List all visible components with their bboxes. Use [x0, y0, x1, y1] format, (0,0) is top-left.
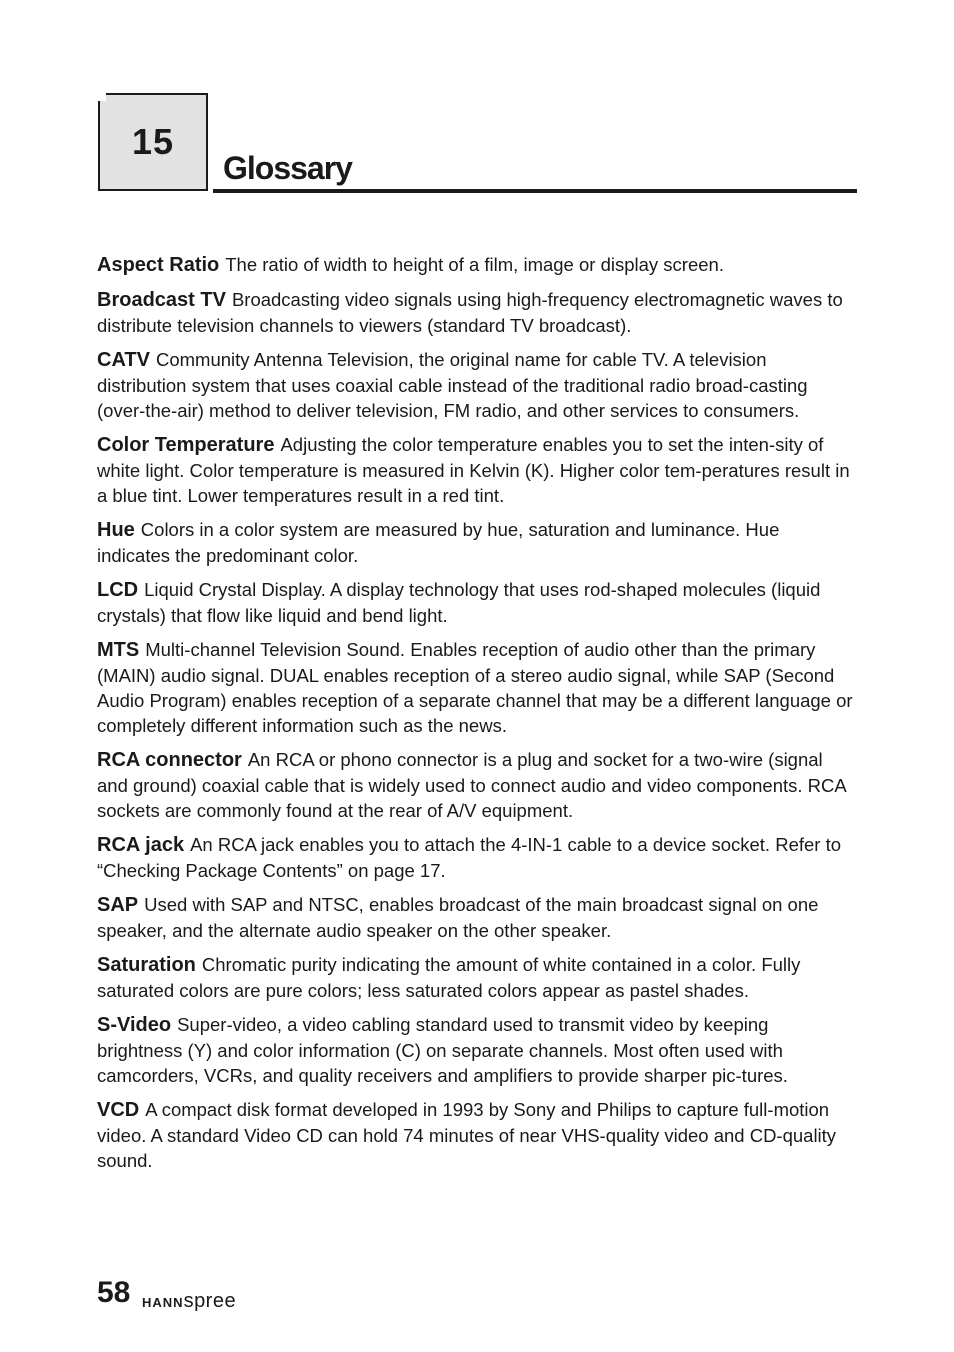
glossary-term: Broadcast TV	[97, 289, 226, 311]
glossary-entry	[97, 952, 857, 1003]
glossary-term: RCA jack	[97, 834, 185, 856]
glossary-definition: Super-video, a video cabling standard used to transmit video by keeping brightness (Y) and color information (C) on separate channels. Most often used with camcorders, VCRs, and quality receivers and amplifiers to provide sharper pic-tures.	[97, 1014, 788, 1086]
brand-logo	[142, 1290, 236, 1313]
glossary-entry	[97, 432, 857, 508]
glossary-entry	[97, 252, 857, 278]
glossary-term: S-Video	[97, 1014, 172, 1036]
glossary-entry	[97, 577, 857, 628]
glossary-entry	[97, 892, 857, 943]
page-number: 58	[97, 1276, 131, 1309]
glossary-term: Aspect Ratio	[97, 254, 220, 276]
chapter-number-box	[98, 93, 208, 191]
glossary-definition: An RCA jack enables you to attach the 4-IN-1 cable to a device socket. Refer to “Checking Package Contents” on page 17.	[97, 834, 842, 881]
glossary-term: Saturation	[97, 954, 196, 976]
glossary-term: Color Temperature	[97, 434, 275, 456]
glossary-list	[97, 252, 857, 1182]
glossary-definition: Liquid Crystal Display. A display technology that uses rod-shaped molecules (liquid crystals) that flow like liquid and bend light.	[97, 579, 821, 626]
glossary-entry	[97, 747, 857, 823]
glossary-definition: Adjusting the color temperature enables you to set the inten-sity of white light. Color temperature is measured in Kelvin (K). Higher color tem-peratures result in a blue tint. Lower temperatures result in a red tint.	[97, 434, 850, 506]
glossary-term: Hue	[97, 519, 135, 541]
title-underline	[213, 189, 857, 193]
brand-logo-bold: HANN	[142, 1295, 184, 1310]
glossary-definition: Used with SAP and NTSC, enables broadcast of the main broadcast signal on one speaker, and the alternate audio speaker on the other speaker.	[97, 894, 819, 941]
glossary-entry	[97, 287, 857, 338]
glossary-entry	[97, 637, 857, 738]
chapter-number: 15	[131, 121, 175, 162]
glossary-term: LCD	[97, 579, 139, 601]
glossary-definition: An RCA or phono connector is a plug and socket for a two-wire (signal and ground) coaxial cable that is widely used to connect audio and video components. RCA sockets are commonly found at the rear of A/V equipment.	[97, 749, 846, 821]
glossary-term: SAP	[97, 894, 139, 916]
page-title: Glossary	[223, 150, 352, 186]
glossary-definition: Broadcasting video signals using high-frequency electromagnetic waves to distribute television channels to viewers (standard TV broadcast).	[97, 289, 843, 336]
glossary-definition: The ratio of width to height of a film, image or display screen.	[225, 254, 724, 275]
glossary-definition: Community Antenna Television, the original name for cable TV. A television distribution system that uses coaxial cable instead of the traditional radio broad-casting (over-the-air) method to deliver television, FM radio, and other services to consumers.	[97, 349, 808, 421]
glossary-term: RCA connector	[97, 749, 242, 771]
glossary-entry	[97, 1097, 857, 1173]
glossary-entry	[97, 1012, 857, 1088]
glossary-definition: Chromatic purity indicating the amount of white contained in a color. Fully saturated colors are pure colors; less saturated colors appear as pastel shades.	[97, 954, 801, 1001]
glossary-definition: Multi-channel Television Sound. Enables reception of audio other than the primary (MAIN) audio signal. DUAL enables reception of a stereo audio signal, while SAP (Second Audio Program) enables reception of a separate channel that may be a different language or completely different information such as the news.	[97, 639, 853, 736]
glossary-definition: A compact disk format developed in 1993 by Sony and Philips to capture full-motion video. A standard Video CD can hold 74 minutes of near VHS-quality video and CD-quality sound.	[97, 1099, 837, 1171]
glossary-term: CATV	[97, 349, 150, 371]
glossary-entry	[97, 832, 857, 883]
glossary-definition: Colors in a color system are measured by hue, saturation and luminance. Hue indicates the predominant color.	[97, 519, 780, 566]
glossary-term: VCD	[97, 1099, 140, 1121]
brand-logo-light: spree	[183, 1290, 237, 1312]
glossary-entry	[97, 347, 857, 423]
glossary-entry	[97, 517, 857, 568]
glossary-term: MTS	[97, 639, 140, 661]
